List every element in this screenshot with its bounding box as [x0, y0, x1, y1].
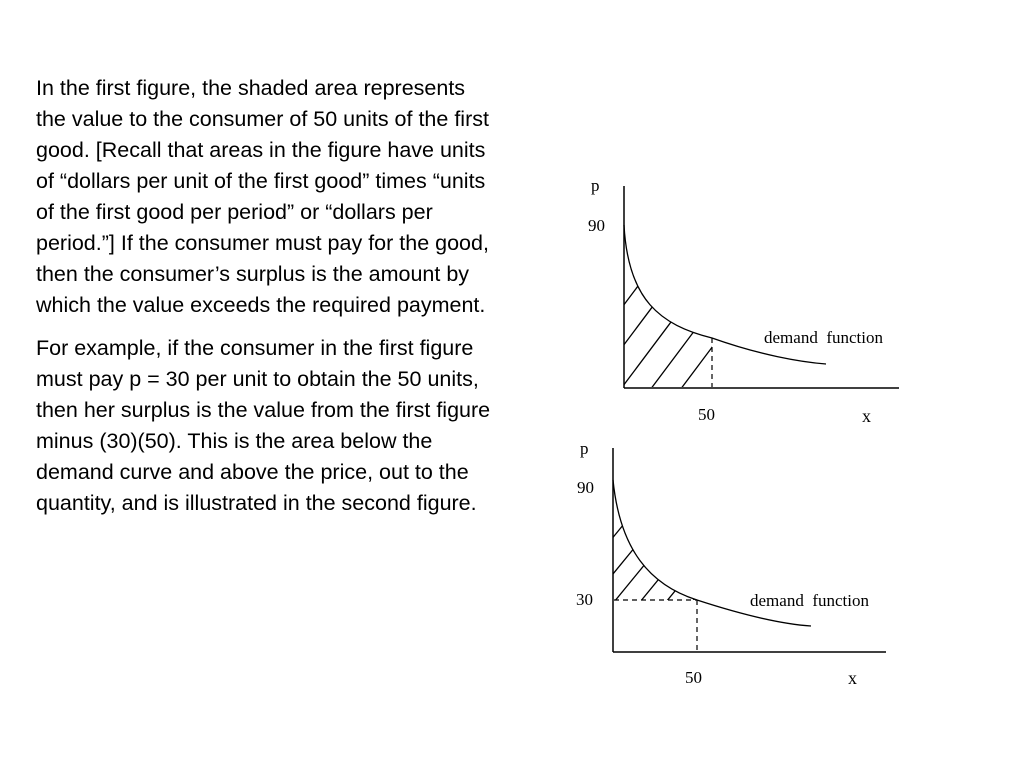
figure-1-x-label: x [862, 406, 871, 426]
figure-2-y-label: p [580, 439, 589, 458]
figure-2-y-tick-90: 90 [577, 478, 594, 497]
figure-1 [560, 176, 899, 426]
paragraph-1: In the first figure, the shaded area represents the value to the consumer of 50 units of the first good. [Recall that areas in the figure have units of “dollars per unit of the first good” times “units of the first good per period” or “dollars per period.”] If the consumer must pay for the good, then the consumer’s surplus is the amount by which the value exceeds the required payment. [36, 76, 489, 317]
figure-2-x-label: x [848, 668, 857, 688]
figure-1-y-tick-90: 90 [588, 216, 605, 235]
figure-2 [560, 439, 886, 688]
figure-2-curve-label: demand function [750, 591, 869, 610]
figure-2-shaded-area [560, 480, 792, 602]
figure-1-curve-label: demand function [764, 328, 883, 347]
figure-1-x-tick-50: 50 [698, 405, 715, 424]
figure-1-y-label: p [591, 176, 600, 195]
figure-2-x-tick-50: 50 [685, 668, 702, 687]
figure-1-shaded-area [560, 230, 830, 390]
figure-2-y-tick-30: 30 [576, 590, 593, 609]
paragraph-2: For example, if the consumer in the first figure must pay p = 30 per unit to obtain the 50 units, then her surplus is the value from the first figure minus (30)(50). This is the area below the demand curve and above the price, out to the quantity, and is illustrated in the second figure. [36, 336, 491, 515]
